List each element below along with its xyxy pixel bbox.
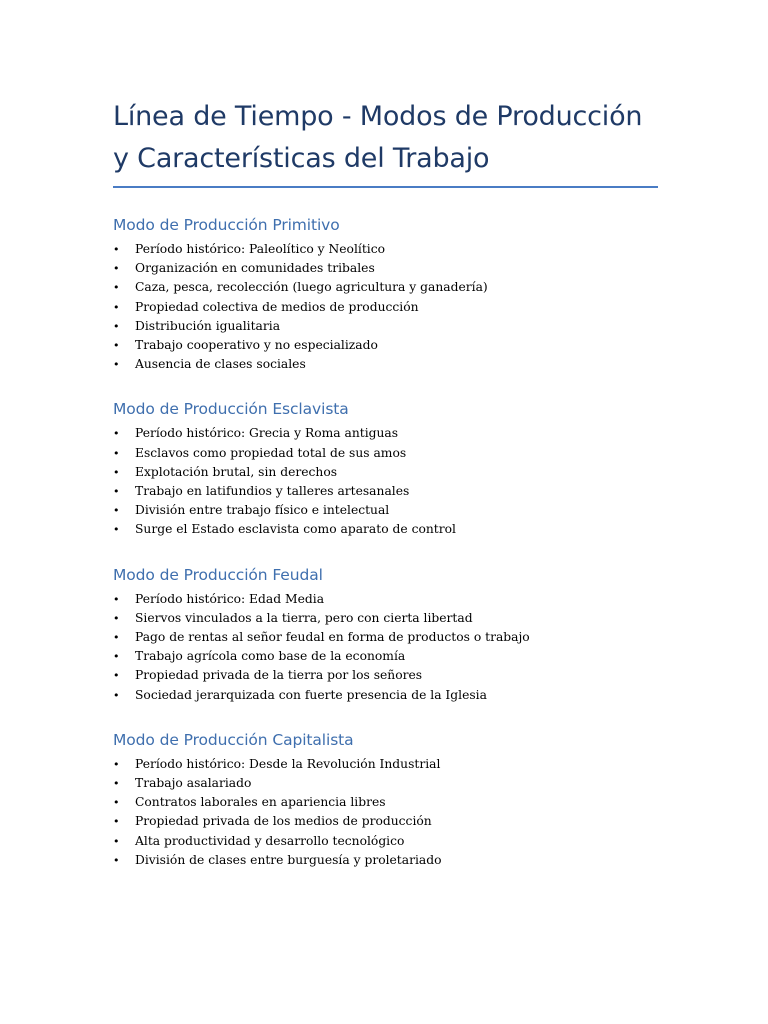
list-item-text: Explotación brutal, sin derechos (135, 464, 338, 479)
bullet-icon: • (113, 339, 120, 353)
section-heading: Modo de Producción Capitalista (113, 730, 354, 749)
bullet-icon: • (113, 485, 120, 499)
bullet-list (113, 755, 658, 870)
bullet-list (113, 424, 658, 539)
bullet-icon: • (113, 592, 120, 606)
section-heading: Modo de Producción Feudal (113, 565, 323, 584)
bullet-icon: • (113, 777, 120, 791)
bullet-icon: • (113, 815, 120, 829)
list-item-text: Sociedad jerarquizada con fuerte presencia de la Iglesia (135, 687, 487, 702)
list-item-text: Período histórico: Grecia y Roma antiguas (135, 426, 399, 441)
document-title: Línea de Tiempo - Modos de Producción y Características del Trabajo (113, 96, 658, 188)
list-item (113, 482, 658, 501)
list-item (113, 666, 658, 685)
list-item-text: Trabajo asalariado (135, 776, 252, 791)
list-item (113, 590, 658, 609)
list-item (113, 832, 658, 851)
document-page (113, 96, 658, 870)
list-item-text: Trabajo en latifundios y talleres artesanales (135, 484, 410, 499)
bullet-icon: • (113, 650, 120, 664)
sections-container (113, 214, 658, 870)
bullet-icon: • (113, 669, 120, 683)
list-item (113, 609, 658, 628)
list-item-text: Pago de rentas al señor feudal en forma de productos o trabajo (135, 630, 530, 645)
list-item (113, 686, 658, 705)
bullet-icon: • (113, 611, 120, 625)
bullet-icon: • (113, 465, 120, 479)
list-item-text: Período histórico: Edad Media (135, 591, 325, 606)
list-item-text: Propiedad privada de los medios de producción (135, 814, 432, 829)
bullet-icon: • (113, 358, 120, 372)
list-item (113, 793, 658, 812)
bullet-icon: • (113, 757, 120, 771)
list-item (113, 851, 658, 870)
section-heading: Modo de Producción Primitivo (113, 216, 340, 234)
list-item (113, 336, 658, 355)
list-item-text: Contratos laborales en apariencia libres (135, 795, 386, 810)
list-item-text: División de clases entre burguesía y proletariado (135, 852, 442, 867)
bullet-icon: • (113, 796, 120, 810)
list-item-text: Propiedad colectiva de medios de producción (135, 299, 419, 314)
list-item-text: Organización en comunidades tribales (135, 261, 375, 276)
list-item-text: Trabajo agrícola como base de la economía (135, 649, 406, 664)
list-item-text: Propiedad privada de la tierra por los señores (135, 668, 423, 683)
bullet-icon: • (113, 427, 120, 441)
bullet-icon: • (113, 834, 120, 848)
bullet-icon: • (113, 300, 120, 314)
list-item-text: Período histórico: Desde la Revolución Industrial (135, 756, 441, 771)
list-item-text: Siervos vinculados a la tierra, pero con cierta libertad (135, 610, 473, 625)
list-item (113, 355, 658, 374)
list-item-text: Caza, pesca, recolección (luego agricultura y ganadería) (135, 280, 488, 295)
list-item (113, 259, 658, 278)
bullet-icon: • (113, 446, 120, 460)
bullet-icon: • (113, 262, 120, 276)
bullet-icon: • (113, 523, 120, 537)
section (113, 729, 658, 870)
bullet-icon: • (113, 281, 120, 295)
list-item (113, 520, 658, 539)
bullet-icon: • (113, 853, 120, 867)
list-item-text: Distribución igualitaria (135, 318, 281, 333)
bullet-icon: • (113, 631, 120, 645)
list-item (113, 501, 658, 520)
section (113, 214, 658, 374)
list-item-text: Trabajo cooperativo y no especializado (135, 338, 378, 353)
bullet-icon: • (113, 319, 120, 333)
list-item-text: Alta productividad y desarrollo tecnológico (135, 833, 405, 848)
list-item-text: Período histórico: Paleolítico y Neolítico (135, 242, 385, 256)
list-item (113, 424, 658, 443)
list-item-text: Esclavos como propiedad total de sus amos (135, 445, 407, 460)
list-item (113, 298, 658, 317)
bullet-icon: • (113, 504, 120, 518)
list-item-text: Ausencia de clases sociales (135, 357, 306, 372)
bullet-list (113, 590, 658, 705)
list-item (113, 774, 658, 793)
list-item (113, 240, 658, 259)
list-item (113, 812, 658, 831)
list-item (113, 463, 658, 482)
list-item (113, 647, 658, 666)
section (113, 564, 658, 705)
list-item-text: División entre trabajo físico e intelectual (135, 503, 390, 518)
bullet-list (113, 240, 658, 374)
section (113, 398, 658, 539)
bullet-icon: • (113, 243, 120, 256)
list-item (113, 278, 658, 297)
list-item (113, 755, 658, 774)
list-item (113, 444, 658, 463)
bullet-icon: • (113, 688, 120, 702)
section-heading: Modo de Producción Esclavista (113, 400, 349, 419)
list-item-text: Surge el Estado esclavista como aparato de control (135, 522, 456, 537)
list-item (113, 628, 658, 647)
list-item (113, 317, 658, 336)
